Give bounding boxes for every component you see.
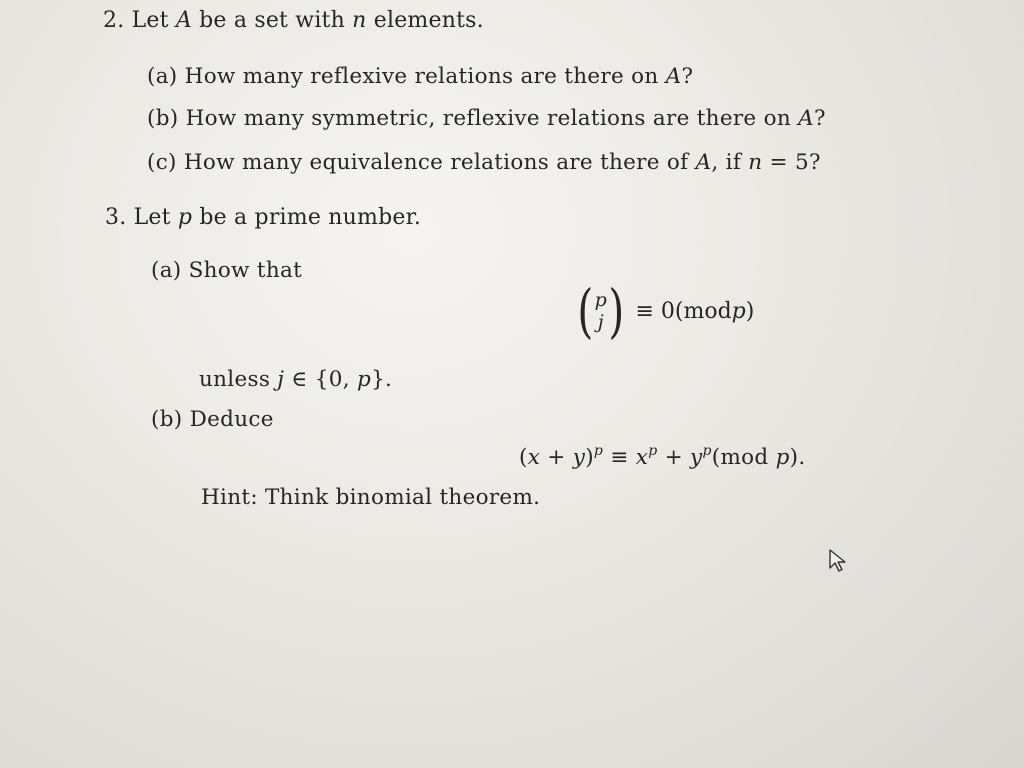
text: (mod xyxy=(711,445,776,470)
text: be a set with xyxy=(191,8,353,33)
text: ∈ {0, xyxy=(284,367,357,392)
math-var: x xyxy=(635,445,649,470)
question-2-heading xyxy=(103,8,484,33)
math-var: p xyxy=(356,367,372,392)
math-var: A xyxy=(175,8,192,33)
text: ? xyxy=(813,106,826,131)
math-var: A xyxy=(665,64,682,89)
text: Let xyxy=(131,8,176,33)
math-var: p xyxy=(177,205,193,230)
binom-bottom: j xyxy=(597,311,604,333)
unless-condition xyxy=(199,367,392,392)
math-var: A xyxy=(695,150,712,175)
question-number: 2. xyxy=(103,8,125,33)
math-var: j xyxy=(277,367,285,392)
text: + xyxy=(657,445,691,470)
math-var: x xyxy=(527,445,541,470)
exponent: p xyxy=(702,443,712,459)
text: }. xyxy=(371,367,393,392)
exponent: p xyxy=(648,443,658,459)
question-3-heading xyxy=(105,205,421,230)
math-var: y xyxy=(572,445,586,470)
exponent: p xyxy=(593,443,604,459)
part-label: (a) xyxy=(147,64,178,89)
math-var: n xyxy=(748,150,763,175)
text: be a prime number. xyxy=(192,205,422,230)
equiv-text: ≡ 0(mod xyxy=(635,298,732,324)
binom-stack xyxy=(595,289,607,333)
part-label: (b) xyxy=(151,407,183,432)
text: How many symmetric, reflexive relations are there on xyxy=(185,106,799,131)
text: ? xyxy=(681,64,694,89)
text: How many equivalence relations are there of xyxy=(183,150,696,175)
question-3b-intro xyxy=(151,407,274,432)
part-label: (b) xyxy=(147,106,179,131)
left-paren: ( xyxy=(577,277,594,345)
math-var: p xyxy=(731,298,746,324)
binomial-formula xyxy=(519,445,806,470)
text: = 5? xyxy=(762,150,821,175)
text: elements. xyxy=(366,8,484,33)
text: unless xyxy=(199,367,278,392)
mouse-cursor-icon xyxy=(828,548,850,574)
text: ≡ xyxy=(603,445,636,470)
text: ). xyxy=(789,445,806,470)
text: + xyxy=(540,445,573,470)
binomial-congruence xyxy=(574,277,755,345)
question-number: 3. xyxy=(105,205,127,230)
text: Deduce xyxy=(189,407,274,432)
text: ( xyxy=(519,445,528,470)
binomial-coefficient xyxy=(574,277,627,345)
hint-text: Hint: Think binomial theorem. xyxy=(201,485,541,510)
question-2b xyxy=(147,106,826,131)
text: Show that xyxy=(188,258,303,283)
text: Let xyxy=(133,205,178,230)
math-var: A xyxy=(798,106,814,131)
text: How many reflexive relations are there on xyxy=(184,64,666,89)
math-var: p xyxy=(775,445,790,470)
text: ) xyxy=(745,298,755,324)
text: , if xyxy=(711,150,749,175)
math-var: y xyxy=(690,445,703,470)
text: ) xyxy=(585,445,594,470)
part-label: (a) xyxy=(151,258,182,283)
question-2c xyxy=(147,150,821,175)
binom-top: p xyxy=(594,289,607,311)
part-label: (c) xyxy=(147,150,177,175)
question-3a-intro xyxy=(151,258,302,283)
right-paren: ) xyxy=(608,277,625,345)
question-2a xyxy=(147,64,693,89)
math-var: n xyxy=(352,8,367,33)
